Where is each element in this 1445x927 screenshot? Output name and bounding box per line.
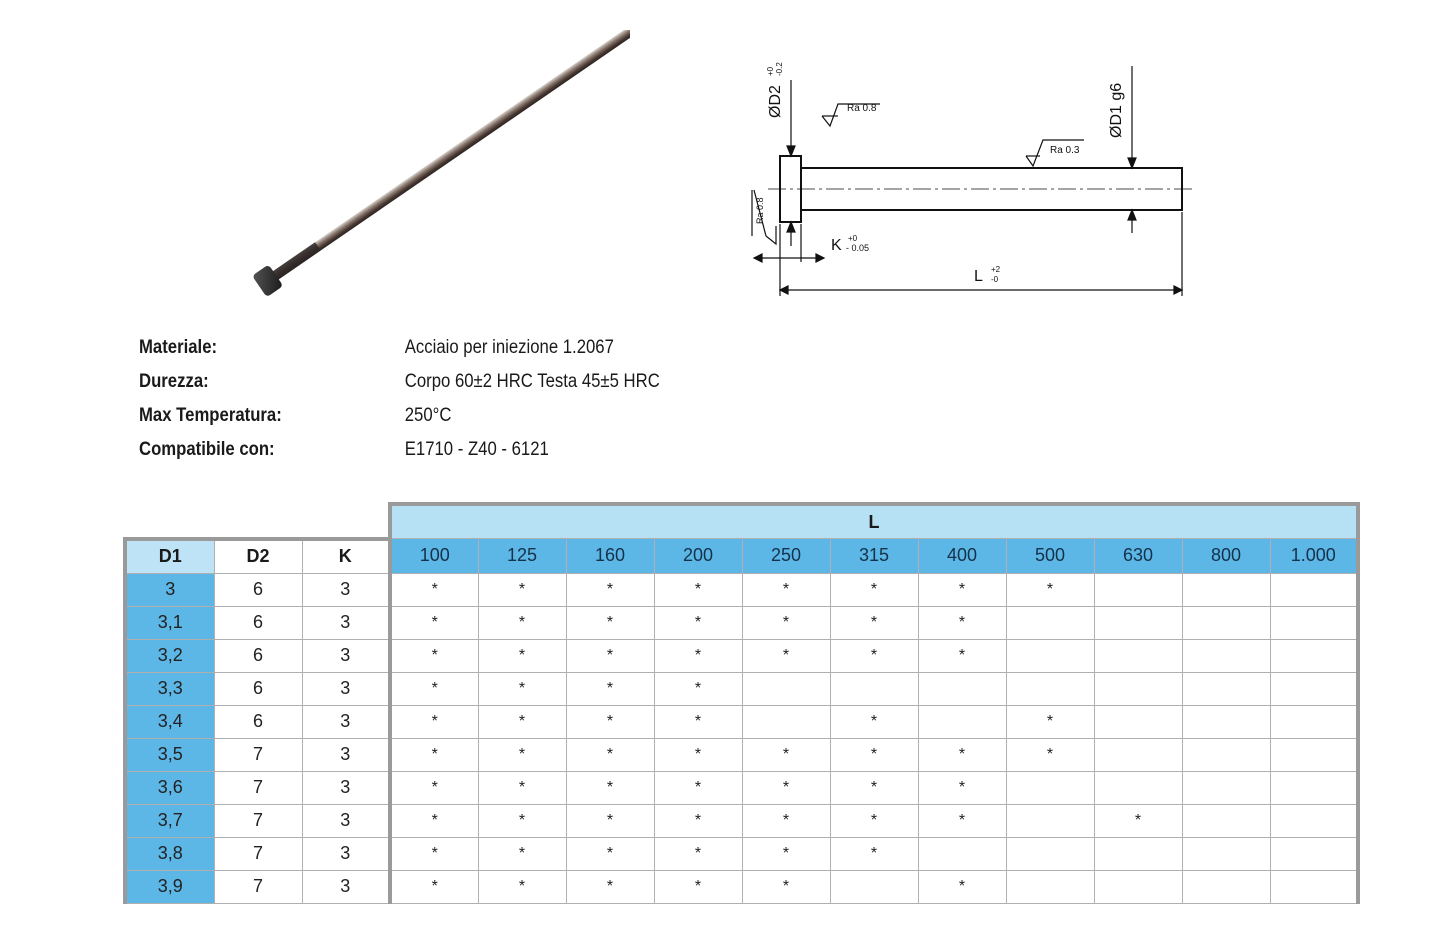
availability-cell [1094, 837, 1182, 870]
availability-cell: * [654, 837, 742, 870]
spec-value: Corpo 60±2 HRC Testa 45±5 HRC [404, 371, 660, 392]
length-column-header: 800 [1182, 539, 1270, 574]
d1-label: ØD1 g6 [1108, 82, 1125, 138]
availability-cell: * [566, 573, 654, 606]
d1-cell: 3,5 [125, 738, 214, 771]
availability-cell [1270, 639, 1358, 672]
availability-cell [1006, 804, 1094, 837]
availability-cell [742, 705, 830, 738]
availability-cell: * [742, 804, 830, 837]
availability-cell: * [566, 639, 654, 672]
k-cell: 3 [302, 639, 390, 672]
availability-cell: * [390, 672, 478, 705]
availability-cell: * [390, 771, 478, 804]
d1-cell: 3,4 [125, 705, 214, 738]
k-cell: 3 [302, 837, 390, 870]
size-table [123, 502, 1360, 904]
availability-cell: * [654, 606, 742, 639]
availability-cell [918, 837, 1006, 870]
availability-cell [1182, 738, 1270, 771]
availability-cell: * [830, 804, 918, 837]
availability-cell [1006, 672, 1094, 705]
table-row [125, 606, 1358, 639]
availability-cell: * [566, 705, 654, 738]
spec-value: Acciaio per iniezione 1.2067 [404, 337, 614, 358]
availability-cell: * [478, 639, 566, 672]
availability-cell: * [654, 738, 742, 771]
table-row [125, 639, 1358, 672]
d2-cell: 7 [214, 738, 302, 771]
availability-cell [1094, 573, 1182, 606]
availability-cell: * [566, 672, 654, 705]
k-label: K [831, 237, 842, 254]
length-column-header: 200 [654, 539, 742, 574]
l-tol-upper: +2 [991, 265, 1001, 274]
availability-cell [1094, 606, 1182, 639]
availability-cell: * [742, 771, 830, 804]
availability-cell: * [478, 672, 566, 705]
availability-cell: * [478, 738, 566, 771]
availability-cell [1182, 771, 1270, 804]
length-column-header: 250 [742, 539, 830, 574]
availability-cell: * [654, 870, 742, 903]
availability-cell [1094, 705, 1182, 738]
availability-cell: * [390, 639, 478, 672]
d2-header: D2 [214, 539, 302, 574]
ra-side-label: Ra 0.8 [755, 197, 765, 224]
availability-cell: * [390, 606, 478, 639]
availability-cell: * [566, 771, 654, 804]
table-blank-corner [125, 504, 390, 539]
availability-cell [1182, 672, 1270, 705]
table-row [125, 837, 1358, 870]
d1-header: D1 [125, 539, 214, 574]
availability-cell [1270, 771, 1358, 804]
availability-cell: * [830, 738, 918, 771]
d2-cell: 6 [214, 639, 302, 672]
k-tol-lower: - 0.05 [846, 243, 870, 253]
availability-cell: * [566, 738, 654, 771]
availability-cell: * [654, 804, 742, 837]
availability-cell [1270, 606, 1358, 639]
d1-cell: 3,7 [125, 804, 214, 837]
availability-cell [830, 870, 918, 903]
d2-label: ØD2 [767, 85, 784, 118]
d2-cell: 7 [214, 804, 302, 837]
table-header-row [125, 539, 1358, 574]
spec-label: Max Temperatura: [139, 405, 282, 426]
d2-cell: 6 [214, 672, 302, 705]
availability-cell [1094, 771, 1182, 804]
d2-cell: 7 [214, 837, 302, 870]
availability-cell [742, 672, 830, 705]
k-cell: 3 [302, 573, 390, 606]
d2-tol-lower: -0.2 [775, 62, 784, 76]
availability-cell [1270, 705, 1358, 738]
availability-cell: * [390, 573, 478, 606]
d1-cell: 3,9 [125, 870, 214, 903]
availability-cell: * [478, 870, 566, 903]
length-column-header: 315 [830, 539, 918, 574]
availability-cell [1270, 870, 1358, 903]
d2-cell: 6 [214, 606, 302, 639]
availability-cell: * [1094, 804, 1182, 837]
availability-cell: * [830, 573, 918, 606]
availability-cell [1006, 606, 1094, 639]
availability-cell: * [830, 606, 918, 639]
availability-cell [1182, 639, 1270, 672]
table-row [125, 738, 1358, 771]
availability-cell: * [830, 837, 918, 870]
availability-cell [1270, 573, 1358, 606]
k-cell: 3 [302, 738, 390, 771]
availability-cell: * [1006, 573, 1094, 606]
d2-cell: 7 [214, 771, 302, 804]
availability-cell [1182, 573, 1270, 606]
availability-cell: * [654, 705, 742, 738]
availability-cell: * [566, 837, 654, 870]
availability-cell [1182, 837, 1270, 870]
d2-cell: 6 [214, 573, 302, 606]
availability-cell: * [390, 705, 478, 738]
k-tol-upper: +0 [848, 234, 858, 243]
length-column-header: 630 [1094, 539, 1182, 574]
availability-cell: * [742, 738, 830, 771]
availability-cell: * [742, 606, 830, 639]
table-row [125, 804, 1358, 837]
availability-cell: * [1006, 705, 1094, 738]
availability-cell [1094, 738, 1182, 771]
table-body [125, 573, 1358, 903]
availability-cell: * [654, 771, 742, 804]
length-column-header: 160 [566, 539, 654, 574]
availability-cell: * [918, 606, 1006, 639]
availability-cell: * [566, 870, 654, 903]
l-header: L [390, 504, 1358, 539]
k-header: K [302, 539, 390, 574]
length-column-header: 1.000 [1270, 539, 1358, 574]
availability-cell: * [478, 771, 566, 804]
availability-cell: * [390, 738, 478, 771]
table-row [125, 870, 1358, 903]
d1-cell: 3 [125, 573, 214, 606]
d2-tol-upper: +0 [766, 66, 775, 76]
availability-cell [1182, 705, 1270, 738]
d1-cell: 3,1 [125, 606, 214, 639]
availability-cell [1006, 639, 1094, 672]
k-cell: 3 [302, 705, 390, 738]
availability-cell: * [478, 705, 566, 738]
k-cell: 3 [302, 804, 390, 837]
availability-cell: * [742, 870, 830, 903]
d1-cell: 3,8 [125, 837, 214, 870]
d1-cell: 3,3 [125, 672, 214, 705]
availability-cell: * [918, 639, 1006, 672]
ejector-pin-image [240, 30, 630, 310]
availability-cell: * [390, 870, 478, 903]
availability-cell [1006, 771, 1094, 804]
availability-cell [1270, 672, 1358, 705]
availability-cell [918, 705, 1006, 738]
d2-cell: 6 [214, 705, 302, 738]
availability-cell [1270, 804, 1358, 837]
spec-value: E1710 - Z40 - 6121 [404, 439, 549, 460]
k-cell: 3 [302, 771, 390, 804]
availability-cell: * [742, 573, 830, 606]
availability-cell [1182, 804, 1270, 837]
availability-cell: * [654, 639, 742, 672]
technical-drawing [740, 40, 1210, 310]
ra-body-label: Ra 0.3 [1050, 145, 1080, 156]
length-column-header: 500 [1006, 539, 1094, 574]
l-tol-lower: -0 [991, 275, 999, 284]
availability-cell: * [742, 639, 830, 672]
availability-cell [1182, 870, 1270, 903]
availability-cell: * [918, 804, 1006, 837]
availability-cell: * [478, 837, 566, 870]
availability-cell [830, 672, 918, 705]
availability-cell: * [654, 573, 742, 606]
availability-cell: * [478, 804, 566, 837]
availability-cell [918, 672, 1006, 705]
availability-cell: * [918, 738, 1006, 771]
table-title-row [125, 504, 1358, 539]
availability-cell: * [390, 804, 478, 837]
availability-cell [1270, 837, 1358, 870]
spec-label: Compatibile con: [139, 439, 275, 460]
spec-label: Durezza: [139, 371, 209, 392]
k-cell: 3 [302, 606, 390, 639]
availability-cell: * [566, 606, 654, 639]
l-label: L [974, 268, 983, 285]
d1-cell: 3,2 [125, 639, 214, 672]
availability-cell: * [566, 804, 654, 837]
k-cell: 3 [302, 672, 390, 705]
availability-cell [1006, 870, 1094, 903]
length-column-header: 400 [918, 539, 1006, 574]
spec-value: 250°C [404, 405, 452, 426]
availability-cell [1270, 738, 1358, 771]
availability-cell: * [830, 771, 918, 804]
availability-cell [1094, 870, 1182, 903]
table-row [125, 705, 1358, 738]
length-column-header: 125 [478, 539, 566, 574]
availability-cell [1094, 639, 1182, 672]
availability-cell: * [918, 771, 1006, 804]
availability-cell: * [830, 705, 918, 738]
availability-cell: * [918, 573, 1006, 606]
length-column-header: 100 [390, 539, 478, 574]
availability-cell: * [830, 639, 918, 672]
availability-cell: * [918, 870, 1006, 903]
availability-cell: * [478, 606, 566, 639]
availability-cell: * [478, 573, 566, 606]
k-cell: 3 [302, 870, 390, 903]
table-row [125, 573, 1358, 606]
availability-cell: * [654, 672, 742, 705]
table-row [125, 771, 1358, 804]
availability-cell: * [390, 837, 478, 870]
d2-cell: 7 [214, 870, 302, 903]
table-row [125, 672, 1358, 705]
availability-cell: * [1006, 738, 1094, 771]
availability-cell [1006, 837, 1094, 870]
spec-label: Materiale: [139, 337, 218, 358]
ra-head-label: Ra 0.8 [847, 103, 877, 114]
availability-cell: * [742, 837, 830, 870]
d1-cell: 3,6 [125, 771, 214, 804]
availability-cell [1182, 606, 1270, 639]
availability-cell [1094, 672, 1182, 705]
